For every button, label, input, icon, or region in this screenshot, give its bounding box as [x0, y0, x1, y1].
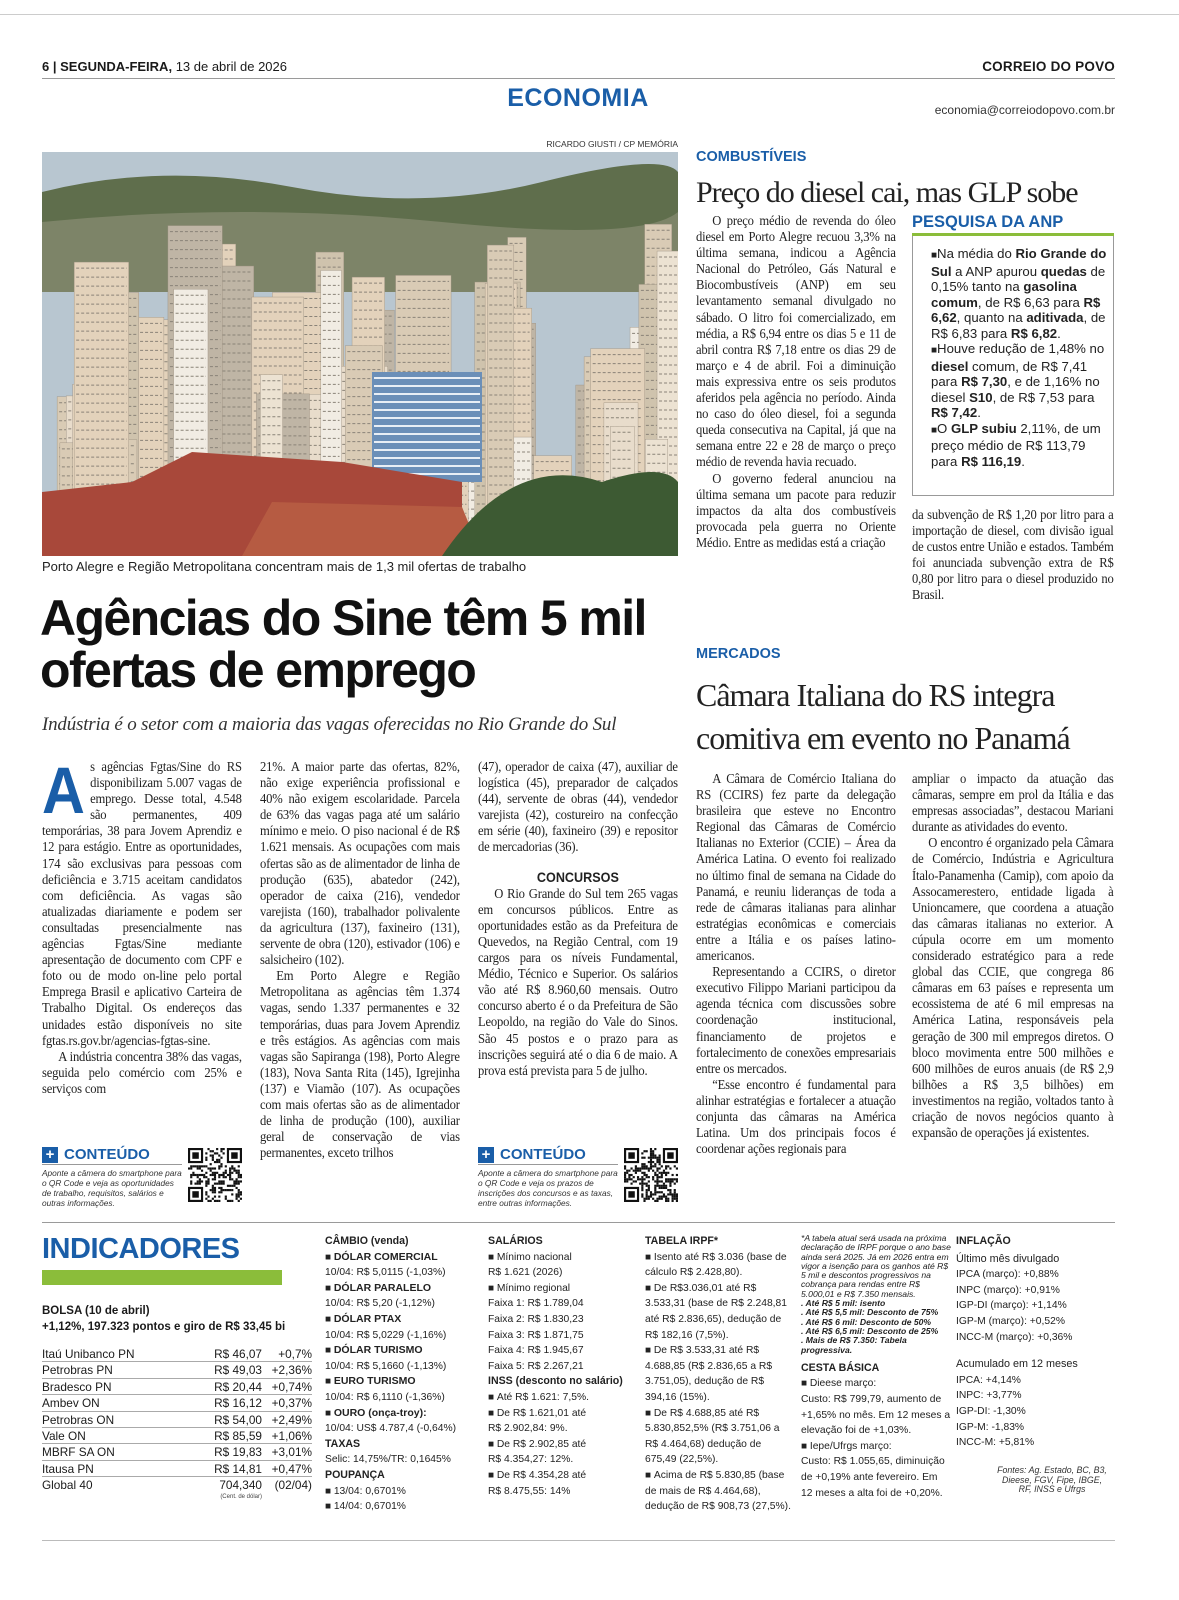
stock-name: Petrobras ON	[42, 1412, 115, 1427]
indicator-line	[956, 1345, 1106, 1355]
paragraph: A indústria concentra 38% das vagas, seguida pelo comércio com 25% e serviços com	[42, 1049, 242, 1097]
text-segment: R$ 6,62	[931, 294, 1101, 325]
indicator-line: ■ DÓLAR COMERCIAL	[325, 1250, 475, 1266]
main-subtitle: Indústria é o setor com a maioria das vagas oferecidas no Rio Grande do Sul	[42, 714, 617, 735]
indicator-line: INPC (março): +0,91%	[956, 1284, 1060, 1296]
text-segment: aditivada	[1026, 310, 1084, 325]
text-segment: a ANP apurou	[951, 263, 1041, 279]
indicator-line: Faixa 2: R$ 1.830,23	[488, 1313, 584, 1325]
text-segment: R$ 7,42	[931, 405, 978, 420]
indicator-line: ■ Até R$ 1.621: 7,5%.	[488, 1390, 638, 1406]
mais-conteudo-box-1	[42, 1146, 242, 1208]
sources-note: Fontes: Ag. Estado, BC, B3, Dieese, FGV, Fipe, IBGE, RF, INSS e Ufrgs	[997, 1465, 1107, 1494]
irpf-note-item: . Até R$ 5 mil: isento	[801, 1298, 886, 1309]
paragraph: “Esse encontro é fundamental para alinhar estratégias e fortalecer a atuação conjunta das câmaras na América Latina. Um dos principais focos é coordenar ações regionais para	[696, 1077, 896, 1158]
indicator-line: Faixa 4: R$ 1.945,67	[488, 1345, 584, 1357]
text-segment: , de R$ 6,83 para	[931, 310, 1106, 341]
indicator-line: ■ DÓLAR PTAX	[325, 1312, 475, 1328]
stock-name: Vale ON	[42, 1428, 86, 1443]
stock-price: R$ 85,59	[214, 1428, 262, 1443]
subhead-concursos: CONCURSOS	[536, 868, 619, 885]
text-segment: GLP subiu	[950, 420, 1017, 436]
indicator-line: IGP-DI (março): +1,14%	[956, 1300, 1067, 1312]
indicator-line: INSS (desconto no salário)	[488, 1375, 623, 1388]
stock-price: R$ 14,81	[214, 1461, 262, 1476]
indicator-line: POUPANÇA	[325, 1468, 385, 1481]
text-segment: de 0,15% tanto na	[931, 263, 1106, 294]
indicators-rule	[42, 1222, 1115, 1223]
paragraph: O encontro é organizado pela Câmara de Comércio, Indústria e Agricultura Ítalo-Panamenha (Camip), com apoio da Assocamerestero, entidade ligada à Unioncamere, que coordena a atuação das câmaras italianas no exterior. A cúpula ocorre em um momento considerado estratégico para a rede global das CCIE, que congrega 86 câmaras em 63 países e representa um ecossistema de até 6 mil empresas na América Latina, responsáveis pela geração de 300 mil empregos diretos. O bloco movimenta entre 500 milhões e 600 milhões de euros anuais (de R$ 2,9 bilhões a R$ 3,5 bilhões) em investimentos na região, voltados tanto à criação de novos negócios quanto à expansão de operações já existentes.	[912, 836, 1114, 1142]
indicator-line: SALÁRIOS	[488, 1235, 543, 1247]
accent-bar	[42, 1270, 282, 1285]
irpf-note-item: . Até R$ 5,5 mil: Desconto de 75%	[801, 1307, 939, 1318]
indicator-line: 10/04: R$ 5,0229 (-1,16%)	[325, 1329, 447, 1341]
indicator-line: Faixa 3: R$ 1.871,75	[488, 1329, 584, 1341]
indicator-line: TAXAS	[325, 1437, 361, 1450]
stock-name: Global 40	[42, 1478, 93, 1493]
indicator-line: ■ 13/04: 0,6701%	[325, 1484, 475, 1500]
stock-name: Petrobras PN	[42, 1363, 113, 1378]
indicator-line: ■ Mínimo nacional	[488, 1250, 638, 1266]
city-photo	[42, 152, 678, 556]
issue-date: 13 de abril de 2026	[175, 59, 287, 74]
header-rule	[42, 78, 1115, 79]
paragraph: 21%. A maior parte das ofertas, 82%, não exige experiência profissional e 40% não exigem escolaridade. Parcela de 63% das vagas paga até um salário mínimo e meio. O piso nacional é de R$ 1.621 mensais. As ocupações com mais ofertas são as de alimentador de linha de produção (635), abatedor (242), operador de caixa (216), vendedor varejista (160), trabalhador polivalente da agricultura (137), faxineiro (131), servente de obra (120), estivador (106) e salsicheiro (102).	[260, 760, 460, 969]
text-segment: 2,11%, de um preço médio de R$ 113,79 para	[931, 420, 1101, 469]
paragraph: Em Porto Alegre e Região Metropolitana as agências têm 1.374 vagas, sendo 1.337 permanentes e 32 temporárias, duas para Jovem Aprendiz e três estágios. As agências com mais vagas são Sapiranga (198), Porto Alegre (183), Nova Santa Rita (145), Igrejinha (137) e Viamão (107). As ocupações com mais ofertas são as de alimentador de linha de produção (100), auxiliar geral de conservação de vias permanentes, exceto trilhos	[260, 969, 460, 1162]
paragraph: O preço médio de revenda do óleo diesel em Porto Alegre recuou 3,3% na última semana, indicou a Agência Nacional do Petróleo, Gás Natural e Biocombustíveis (ANP) em seu levantamento semanal divulgado no sábado. O litro foi comercializado, em média, a R$ 6,94 entre os dias 5 e 11 de abril contra R$ 7,18 entre os dias 29 de março e 4 de abril. Foi a diminuição mais expressiva entre os seis produtos aferidos pela agência no período. Ainda no caso do óleo diesel, foi a segunda queda consecutiva na Capital, já que na semana entre 22 e 28 de março o preço médio de revenda havia recuado.	[696, 214, 896, 471]
indicator-line: ■ Mínimo regional	[488, 1281, 638, 1297]
bottom-rule	[42, 1540, 1115, 1541]
text-segment: quedas	[1040, 263, 1087, 279]
stock-change: +2,49%	[271, 1412, 312, 1427]
stock-row	[42, 1461, 312, 1477]
paragraph: O governo federal anunciou na última semana um pacote para reduzir impactos da alta dos combustíveis provocada pela guerra no Oriente Médio. Entre as medidas está a criação	[696, 471, 896, 551]
stock-exchange-summary	[42, 1303, 285, 1335]
indicator-line: ■ EURO TURISMO	[325, 1374, 475, 1390]
text-segment: S10	[969, 389, 993, 405]
mais-conteudo-label: CONTEÚDO	[64, 1146, 150, 1163]
mais-conteudo-box-2	[478, 1146, 678, 1208]
indicator-line: IPCA (março): +0,88%	[956, 1269, 1059, 1281]
stock-change: +3,01%	[271, 1445, 312, 1460]
text-segment: Na média do	[937, 246, 1016, 261]
paragraph: Representando a CCIRS, o diretor executivo Filippo Mariani participou da agenda técnica com discussões sobre coordenação institucional, financiamento de projetos e fortalecimento de conexões empresariais entre os mercados.	[696, 965, 896, 1077]
stock-row	[42, 1428, 312, 1444]
indicator-line: Acumulado em 12 meses	[956, 1358, 1078, 1371]
top-rule	[0, 14, 1179, 15]
text-segment: R$ 7,30	[961, 374, 1008, 389]
text-segment: , e de 1,16% no diesel	[931, 374, 1100, 405]
indicator-line: ■ De R$ 2.902,85 até	[488, 1437, 638, 1453]
weekday: SEGUNDA-FEIRA	[60, 59, 169, 74]
stock-name: Itausa PN	[42, 1461, 94, 1476]
indicator-line: CÂMBIO (venda)	[325, 1235, 409, 1247]
stock-row	[42, 1379, 312, 1395]
section-title: ECONOMIA	[507, 84, 649, 112]
irpf-note-item: . Mais de R$ 7.350: Tabela progressiva.	[801, 1335, 907, 1355]
indicator-line: ■ OURO (onça-troy):	[325, 1406, 475, 1422]
indicator-line: ■ Acima de R$ 5.830,85 (base de mais de R$ 4.464,68), dedução de R$ 908,73 (27,5%).	[645, 1468, 793, 1515]
irpf-list	[645, 1234, 793, 1515]
text-segment: R$ 6,82	[1010, 325, 1058, 341]
indicator-line: ■ Dieese março:	[801, 1376, 951, 1392]
indicator-line: 10/04: R$ 6,1110 (-1,36%)	[325, 1391, 445, 1403]
bolsa-title: BOLSA (10 de abril)	[42, 1305, 150, 1317]
box-title: PESQUISA DA ANP	[912, 213, 1114, 236]
stocks-table	[42, 1346, 312, 1494]
qr-code-icon[interactable]	[188, 1148, 242, 1202]
stock-change: +0,7%	[278, 1347, 312, 1361]
indicator-line: Faixa 1: R$ 1.789,04	[488, 1298, 584, 1310]
headline-line: Câmara Italiana do RS integra	[696, 677, 1055, 713]
indicator-line: R$ 4.354,27: 12%.	[488, 1454, 574, 1466]
stock-change: +1,06%	[271, 1428, 312, 1443]
indicator-line: R$ 8.475,55: 14%	[488, 1485, 571, 1497]
text-segment: Rio Grande do Sul	[931, 246, 1107, 279]
drop-cap: A	[42, 753, 85, 827]
stock-change: +0,47%	[271, 1461, 312, 1476]
main-article-col-2	[260, 760, 460, 1162]
indicator-line: ■ De R$ 4.688,85 até R$ 5.830,852,5% (R$ 3.751,06 a R$ 4.464,68) dedução de 675,49 (22,5%).	[645, 1406, 793, 1468]
indicator-line: INCC-M: +5,81%	[956, 1437, 1035, 1449]
box-item	[931, 421, 1107, 470]
paragraph: O Rio Grande do Sul tem 265 vagas em concursos públicos. Entre as oportunidades estão as da Prefeitura de Quevedos, na Região Central, com 19 cargos para os níveis Fundamental, Médio, Técnico e Superior. Os salários vão até R$ 8.960,60 mensais. Outro concurso aberto é o da Prefeitura de São Leopoldo, na região do Vale do Sinos. São 45 postos e o prazo para as inscrições seguirá até o dia 6 de maio. A prova está prevista para 5 de julho.	[478, 886, 678, 1079]
indicator-line: R$ 2.902,84: 9%.	[488, 1423, 568, 1435]
indicator-line: CESTA BÁSICA	[801, 1361, 880, 1374]
indicators-title: INDICADORES	[42, 1233, 240, 1265]
fuel-article-col-1	[696, 214, 896, 552]
indicator-line: 10/04: R$ 5,0115 (-1,03%)	[325, 1267, 446, 1279]
paragraph: A Câmara de Comércio Italiana do RS (CCIRS) fez parte da delegação brasileira que esteve no Encontro Regional das Câmaras de Comércio Italianas no Exterior (CCIE) – Área da América Latina. O evento foi realizado no último final de semana na Cidade do Panamá, e reuniu lideranças de toda a rede de câmaras italianas para alinhar estratégias econômicas e comerciais entre a Itália e os países latino-americanos.	[696, 772, 896, 965]
salarios-list	[488, 1234, 638, 1499]
indicator-line: ■ De R$ 4.354,28 até	[488, 1468, 638, 1484]
section-email[interactable]: economia@correiodopovo.com.br	[934, 103, 1115, 117]
stock-price: R$ 54,00	[214, 1412, 262, 1427]
fuel-kicker: COMBUSTÍVEIS	[696, 149, 807, 165]
mais-conteudo-label: CONTEÚDO	[500, 1146, 586, 1163]
plus-icon: +	[478, 1147, 494, 1163]
text-segment: .	[1057, 325, 1061, 341]
stock-price: R$ 19,83	[214, 1445, 262, 1460]
stock-price: 704,340	[219, 1478, 262, 1493]
indicator-line: R$ 1.621 (2026)	[488, 1267, 563, 1279]
box-item	[931, 246, 1107, 341]
paragraph: da subvenção de R$ 1,20 por litro para a importação de diesel, com divisão igual de custos entre União e estados. Também foi anunciada subvenção extra de R$ 0,80 por litro para o diesel produzido no Brasil.	[912, 508, 1114, 604]
page-number: 6	[42, 59, 50, 74]
paragraph: s agências Fgtas/Sine do RS disponibilizam 5.007 vagas de emprego. Desse total, 4.548 são permanentes, 409 temporárias, 38 para Jovem Aprendiz e 12 para estágio. Entre as oportunidades, 174 são exclusivas para pessoas com deficiência e 3.715 aceitam candidatos com deficiência. As vagas são atualizadas diariamente e podem ser consultadas presencialmente nas agências Fgtas/Sine mediante apresentação de documento com CPF e foto ou de modo on-line pelo portal Emprega Brasil e aplicativo Carteira de Trabalho Digital. Os endereços das unidades estão disponíveis no site fgtas.rs.gov.br/agencias-fgtas-sine.	[42, 760, 242, 1049]
indicator-line: Selic: 14,75%/TR: 0,1645%	[325, 1454, 451, 1466]
cesta-basica-list	[801, 1361, 951, 1501]
stock-change: +0,74%	[271, 1379, 312, 1394]
stock-name: Itaú Unibanco PN	[42, 1347, 135, 1361]
stock-row	[42, 1412, 312, 1428]
irpf-note-and-cesta	[801, 1234, 951, 1501]
stock-name: Bradesco PN	[42, 1379, 112, 1394]
market-article-col-2	[912, 772, 1114, 1142]
mais-conteudo-text: Aponte a câmera do smartphone para o QR Code e veja as oportunidades de trabalho, requisitos, salários e outras informações.	[42, 1168, 182, 1208]
stock-change: +2,36%	[271, 1363, 312, 1378]
indicator-line: ■ Isento até R$ 3.036 (base de cálculo R$ 2.428,80).	[645, 1250, 793, 1281]
market-kicker: MERCADOS	[696, 646, 781, 662]
market-headline	[696, 674, 1070, 760]
irpf-note	[801, 1234, 951, 1355]
main-article-col-1	[42, 753, 242, 1098]
text-segment: , quanto na	[956, 310, 1027, 325]
text-segment: R$ 116,19	[961, 453, 1022, 469]
fuel-headline: Preço do diesel cai, mas GLP sobe	[696, 176, 1078, 209]
text-segment: , de R$ 6,63 para	[977, 294, 1084, 310]
text-segment: , de R$ 7,53 para	[992, 389, 1095, 405]
box-item	[931, 341, 1107, 421]
indicator-line: ■ De R$3.036,01 até R$ 3.533,31 (base de R$ 2.248,81 até R$ 2.836,65), dedução de R$ 182,16 (7,5%).	[645, 1281, 793, 1343]
stock-row	[42, 1346, 312, 1362]
stock-row	[42, 1395, 312, 1411]
folio: 6 | SEGUNDA-FEIRA, 13 de abril de 2026	[42, 59, 287, 74]
indicator-line: ■ DÓLAR PARALELO	[325, 1281, 475, 1297]
cambio-list	[325, 1234, 475, 1515]
paragraph: (47), operador de caixa (47), auxiliar de logística (45), preparador de calçados (44), servente de obras (44), vendedor varejista (42), costureiro na confecção em série (40), faxineiro (39) e repositor de mercadorias (36).	[478, 760, 678, 856]
main-headline: Agências do Sine têm 5 mil ofertas de emprego	[40, 590, 646, 698]
indicator-line: Custo: R$ 799,79, aumento de +1,65% no mês. Em 12 meses a elevação foi de +1,03%.	[801, 1394, 951, 1437]
text-segment: gasolina comum	[931, 279, 1077, 310]
indicator-line: INFLAÇÃO	[956, 1235, 1011, 1247]
stock-row	[42, 1362, 312, 1378]
main-article-col-3	[478, 760, 678, 1080]
stocks-block	[42, 1346, 312, 1500]
indicator-line: IGP-DI: -1,30%	[956, 1405, 1026, 1417]
stock-name: MBRF SA ON	[42, 1445, 115, 1460]
fuel-right-column	[912, 213, 1114, 605]
global40-unit-note: (Cent. de dólar)	[220, 1493, 262, 1500]
indicator-line: 10/04: US$ 4.787,4 (-0,64%)	[325, 1423, 457, 1435]
stock-name: Ambev ON	[42, 1396, 100, 1411]
fuel-article-col-2	[912, 508, 1114, 605]
stock-price: R$ 16,12	[214, 1396, 262, 1411]
indicator-line: ■ DÓLAR TURISMO	[325, 1343, 475, 1359]
indicator-line: INCC-M (março): +0,36%	[956, 1331, 1073, 1343]
indicator-line: INPC: +3,77%	[956, 1390, 1022, 1402]
indicator-line: TABELA IRPF*	[645, 1235, 718, 1247]
indicator-line: Faixa 5: R$ 2.267,21	[488, 1360, 584, 1372]
stock-change: (02/04)	[274, 1478, 312, 1493]
indicator-line: 10/04: R$ 5,20 (-1,12%)	[325, 1298, 435, 1310]
text-segment: .	[1021, 453, 1025, 469]
text-segment: diesel	[931, 358, 969, 374]
indicator-line: Último mês divulgado	[956, 1252, 1060, 1265]
mais-conteudo-text: Aponte a câmera do smartphone para o QR Code e veja os prazos de inscrições dos concursos e as taxas, entre outras informações.	[478, 1168, 618, 1208]
paragraph: ampliar o impacto da atuação das câmaras, sempre em prol da Itália e das empresas associadas”, destacou Mariani durante as atividades do evento.	[912, 772, 1114, 836]
stock-change: +0,37%	[271, 1396, 312, 1411]
inflacao-list	[956, 1234, 1106, 1451]
irpf-note-item: . Até R$ 6,5 mil: Desconto de 25%	[801, 1325, 939, 1336]
indicator-line: IGP-M (março): +0,52%	[956, 1315, 1066, 1327]
stock-row	[42, 1477, 312, 1493]
headline-line: comitiva em evento no Panamá	[696, 720, 1070, 756]
text-segment: comum, de R$ 7,41 para	[931, 358, 1088, 389]
stock-price: R$ 20,44	[214, 1379, 262, 1394]
market-article-col-1	[696, 772, 896, 1158]
anp-survey-box	[912, 213, 1114, 496]
indicator-line: ■ De R$ 3.533,31 até R$ 4.688,85 (R$ 2.836,65 a R$ 3.751,05), dedução de R$ 394,16 (15%).	[645, 1343, 793, 1405]
indicator-line: IGP-M: -1,83%	[956, 1421, 1025, 1433]
stock-row	[42, 1444, 312, 1460]
bolsa-summary: +1,12%, 197.323 pontos e giro de R$ 33,45 bi	[42, 1321, 286, 1333]
irpf-note-text: *A tabela atual será usada na próxima declaração de IRPF porque o ano base ainda será 2025. Já em 2026 entra em vigor a isenção para os ganhos até R$ 5 mil e descontos progressivos na cobrança para rendas entre R$ 5.000,01 e R$ 7.350 mensais.	[801, 1233, 951, 1299]
plus-icon: +	[42, 1147, 58, 1163]
text-segment: O	[937, 420, 951, 436]
indicator-line: ■ Iepe/Ufrgs março:	[801, 1439, 951, 1455]
indicator-line: Custo: R$ 1.055,65, diminuição de +0,19% ante fevereiro. Em 12 meses a alta foi de +0,20%.	[801, 1456, 945, 1499]
text-segment: .	[977, 405, 981, 420]
church-roof	[242, 502, 482, 556]
indicator-line: ■ 14/04: 0,6701%	[325, 1499, 475, 1515]
indicator-line: 10/04: R$ 5,1660 (-1,13%)	[325, 1360, 447, 1372]
photo-caption: Porto Alegre e Região Metropolitana concentram mais de 1,3 mil ofertas de trabalho	[42, 559, 527, 574]
qr-code-icon[interactable]	[624, 1148, 678, 1202]
stock-price: R$ 49,03	[214, 1363, 262, 1378]
text-segment: Houve redução de 1,48% no	[937, 341, 1105, 356]
newspaper-name: CORREIO DO POVO	[982, 59, 1115, 74]
indicator-line: ■ De R$ 1.621,01 até	[488, 1406, 638, 1422]
photo-credit: RICARDO GIUSTI / CP MEMÓRIA	[546, 139, 678, 149]
irpf-note-item: . Até R$ 6 mil: Desconto de 50%	[801, 1316, 932, 1327]
indicator-line: IPCA: +4,14%	[956, 1374, 1021, 1386]
stock-price: R$ 46,07	[214, 1347, 262, 1361]
